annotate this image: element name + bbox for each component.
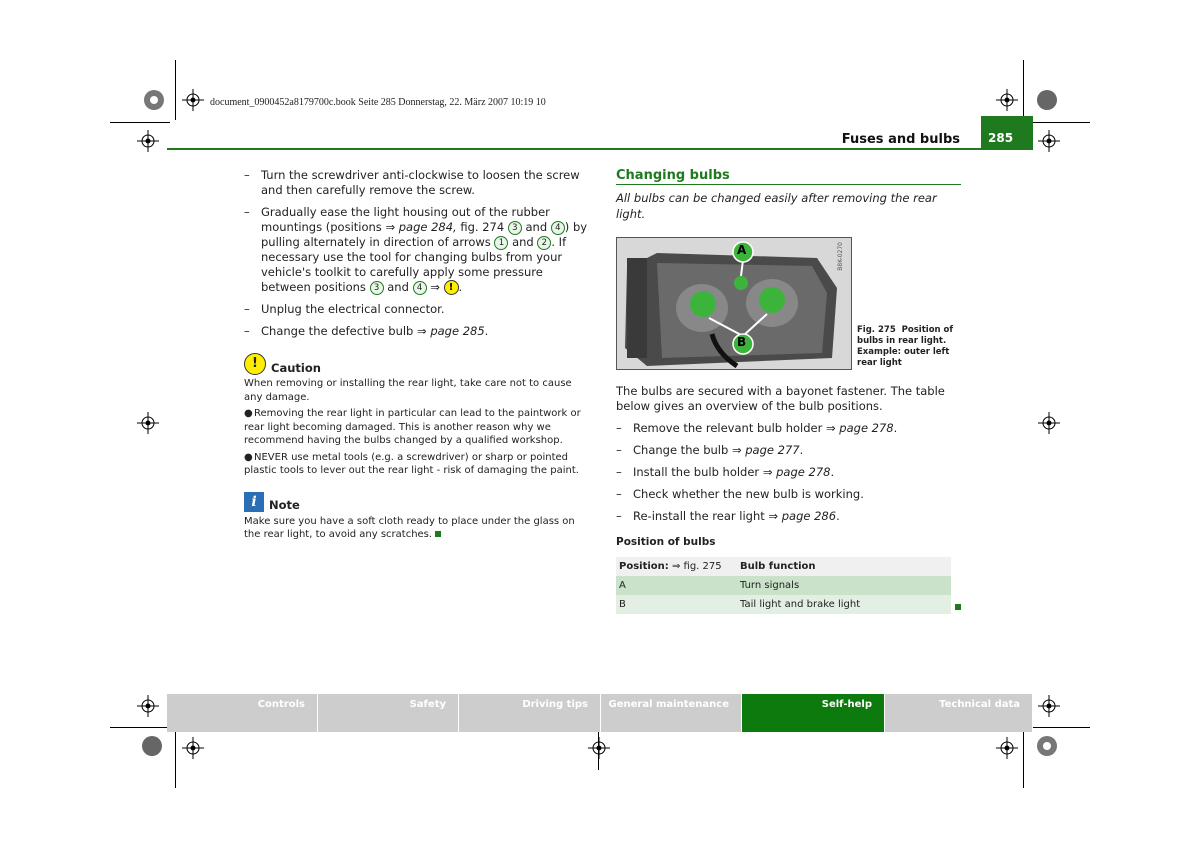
section-title: Changing bulbs (616, 168, 961, 185)
tab-general-maintenance[interactable]: General maintenance (601, 694, 742, 732)
page-number: 285 (981, 116, 1033, 149)
tab-controls[interactable]: Controls (167, 694, 318, 732)
tab-safety[interactable]: Safety (318, 694, 459, 732)
crosshair-icon (182, 737, 204, 759)
crosshair-icon (137, 695, 159, 717)
caution-bullet: ●NEVER use metal tools (e.g. a screwdriver) or sharp or pointed plastic tools to lever out the rear light - risk of damaging the paint. (244, 451, 579, 476)
table-title: Position of bulbs (616, 536, 716, 548)
end-marker (435, 531, 441, 537)
figure-code: B8K-0270 (837, 242, 844, 271)
position-4-marker: 4 (551, 221, 565, 235)
page-ref-link[interactable]: page 278 (776, 465, 831, 479)
table-row: A Turn signals (616, 576, 951, 595)
step-item: – Turn the screwdriver anti-clockwise to loosen the screw and then carefully remove the screw. (244, 168, 580, 197)
caution-box (244, 353, 589, 478)
registration-mark-icon (1036, 89, 1058, 111)
arrow-2-marker: 2 (537, 236, 551, 250)
bayonet-paragraph: The bulbs are secured with a bayonet fastener. The table below gives an overview of the bulb positions. (616, 384, 945, 413)
caution-icon: ! (244, 353, 266, 375)
running-title: Fuses and bulbs (841, 132, 960, 147)
step-item: – Re-install the rear light ⇒ page 286. (616, 509, 840, 523)
rear-light-figure (616, 237, 852, 370)
figure-label-b: B (737, 335, 747, 349)
step-item: – Change the defective bulb ⇒ page 285. (244, 324, 489, 338)
position-4-marker: 4 (413, 281, 427, 295)
step-item: – Remove the relevant bulb holder ⇒ page 278. (616, 421, 898, 435)
crosshair-icon (137, 412, 159, 434)
chapter-navigation (167, 694, 1033, 732)
note-text: Make sure you have a soft cloth ready to place under the glass on the rear light, to avoid any scratches. (244, 515, 575, 540)
step-item: – Gradually ease the light housing out of the rubber mountings (positions ⇒ page 284, fig. 274 3 and 4 ) by pulling alternately in direction of arrows 1 and 2 . If necessary use the tool for changing bulbs from your vehicle's toolkit to carefully apply some pressure between positions 3 and 4 ⇒ ! . (244, 205, 588, 294)
page-ref-link[interactable]: page 286 (781, 509, 837, 523)
info-icon: i (244, 492, 264, 512)
table-row: B Tail light and brake light (616, 595, 951, 614)
step-item: – Unplug the electrical connector. (244, 302, 445, 316)
section-intro: All bulbs can be changed easily after removing the rear light. (616, 191, 937, 221)
registration-mark-icon (1036, 735, 1058, 757)
right-lower-content (616, 384, 961, 614)
step-item: – Install the bulb holder ⇒ page 278. (616, 465, 835, 479)
end-marker (955, 604, 961, 610)
note-title: Note (269, 497, 300, 512)
crosshair-icon (1038, 695, 1060, 717)
bulb-position-table (616, 557, 951, 614)
crosshair-icon (137, 130, 159, 152)
position-3-marker: 3 (370, 281, 384, 295)
registration-mark-icon (141, 735, 163, 757)
crosshair-icon (588, 737, 610, 759)
caution-title: Caution (271, 361, 321, 375)
caution-lead: When removing or installing the rear light, take care not to cause any damage. (244, 378, 572, 403)
crosshair-icon (1038, 412, 1060, 434)
step-item: – Change the bulb ⇒ page 277. (616, 443, 804, 457)
crosshair-icon (182, 89, 204, 111)
caution-bullet: ●Removing the rear light in particular can lead to the paintwork or rear light becoming damaged. This is another reason why we recommend having the bulbs changed by a qualified workshop. (244, 408, 581, 446)
print-header: document_0900452a8179700c.book Seite 285 Donnerstag, 22. März 2007 10:19 10 (210, 97, 546, 108)
table-header-row: Position: ⇒ fig. 275 Bulb function (616, 557, 951, 576)
warning-icon[interactable]: ! (444, 280, 459, 295)
header-rule (167, 148, 1033, 150)
page-ref-link[interactable]: page 284, (398, 220, 457, 234)
left-column (244, 168, 589, 542)
figure-label-a: A (737, 243, 747, 257)
crosshair-icon (996, 737, 1018, 759)
note-box (244, 492, 589, 542)
crosshair-icon (996, 89, 1018, 111)
page-ref-link[interactable]: page 277 (745, 443, 800, 457)
tab-driving-tips[interactable]: Driving tips (459, 694, 601, 732)
crosshair-icon (1038, 130, 1060, 152)
step-item: – Check whether the new bulb is working. (616, 487, 864, 501)
page-ref-link[interactable]: page 285 (430, 324, 485, 338)
registration-mark-icon (143, 89, 165, 111)
page-ref-link[interactable]: page 278 (839, 421, 894, 435)
right-column (616, 168, 961, 222)
rear-light-illustration (617, 238, 851, 369)
tab-technical-data[interactable]: Technical data (885, 694, 1033, 732)
arrow-1-marker: 1 (494, 236, 508, 250)
position-3-marker: 3 (508, 221, 522, 235)
figure-caption: Fig. 275 Position of bulbs in rear light. Example: outer left rear light (857, 325, 954, 368)
tab-self-help[interactable]: Self-help (742, 694, 885, 732)
